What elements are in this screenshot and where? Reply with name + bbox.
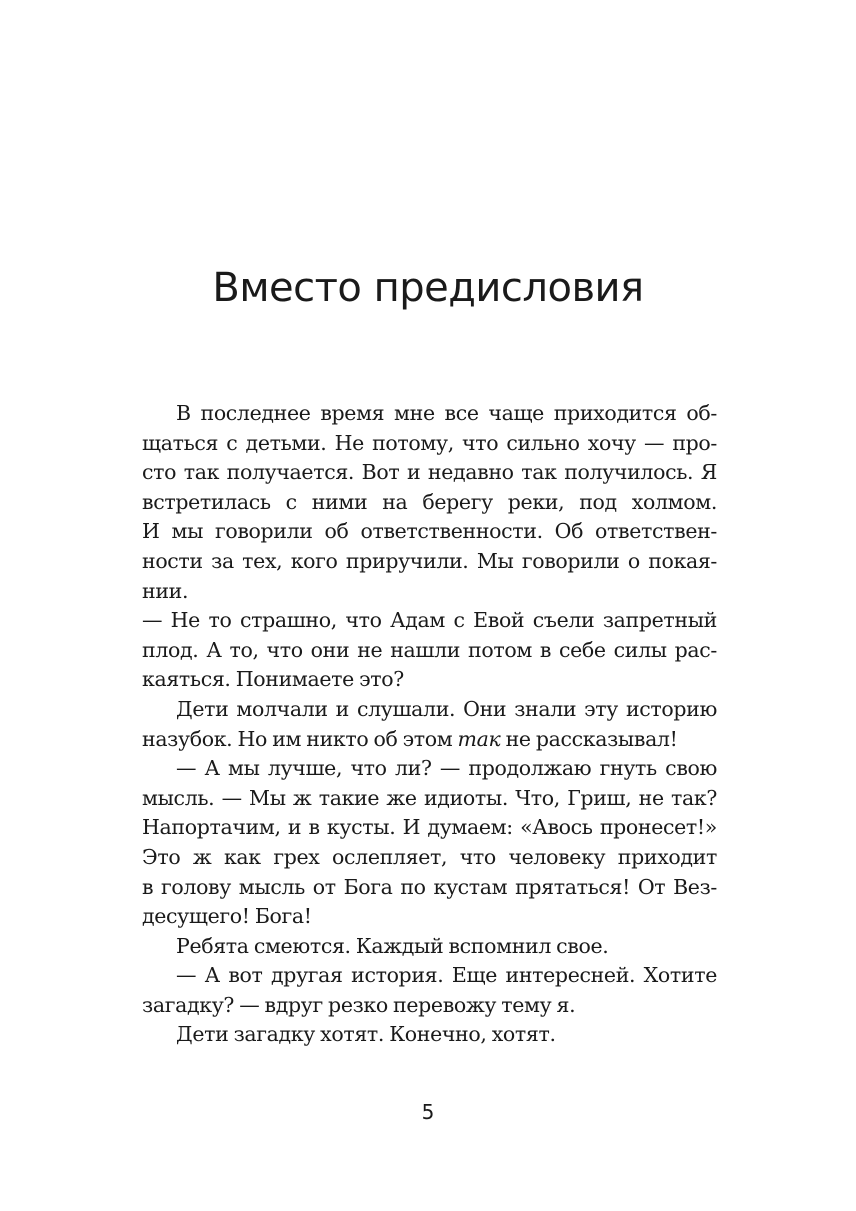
text-line: Ребята смеются. Каждый вспомнил свое. bbox=[176, 933, 609, 958]
text-line: загадку? — вдруг резко перевожу тему я. bbox=[142, 992, 576, 1017]
text-line: Напортачим, и в кусты. И думаем: «Авось пронесет!» bbox=[142, 815, 717, 840]
text-line: щаться с детьми. Не потому, что сильно хочу — про- bbox=[142, 430, 717, 455]
text-line: в голову мысль от Бога по кустам прятаться! От Вез- bbox=[142, 874, 717, 899]
text-line: сто так получается. Вот и недавно так получилось. Я bbox=[142, 460, 717, 485]
text-line: нии. bbox=[142, 578, 189, 603]
text-line: Это ж как грех ослепляет, что человеку приходит bbox=[142, 844, 717, 869]
text-line: Дети молчали и слушали. Они знали эту историю bbox=[176, 696, 717, 721]
text-line: Дети загадку хотят. Конечно, хотят. bbox=[176, 1022, 556, 1047]
text-line: плод. А то, что они не нашли потом в себе силы рас- bbox=[142, 637, 717, 662]
body-text bbox=[142, 399, 717, 1050]
emphasis-word: так bbox=[457, 726, 501, 751]
page-number: 5 bbox=[421, 1100, 435, 1124]
text-line bbox=[142, 725, 717, 755]
text-line: каяться. Понимаете это? bbox=[142, 667, 404, 692]
text-line: ности за тех, кого приручили. Мы говорили о покая- bbox=[142, 548, 717, 573]
text-line: — А вот другая история. Еще интересней. Хотите bbox=[176, 963, 717, 988]
chapter-title: Вместо предисловия bbox=[212, 265, 644, 311]
text-line: И мы говорили об ответственности. Об ответствен- bbox=[142, 519, 717, 544]
text-line: — Не то страшно, что Адам с Евой съели запретный bbox=[142, 608, 717, 633]
text-line: десущего! Бога! bbox=[142, 904, 312, 929]
text-segment: не рассказывал! bbox=[500, 726, 678, 751]
text-line: встретилась с ними на берегу реки, под холмом. bbox=[142, 489, 717, 514]
text-line: — А мы лучше, что ли? — продолжаю гнуть свою bbox=[176, 756, 717, 781]
text-segment: назубок. Но им никто об этом bbox=[142, 726, 458, 751]
text-line: мысль. — Мы ж такие же идиоты. Что, Гриш, не так? bbox=[142, 785, 717, 810]
text-line: В последнее время мне все чаще приходится об- bbox=[176, 401, 717, 425]
